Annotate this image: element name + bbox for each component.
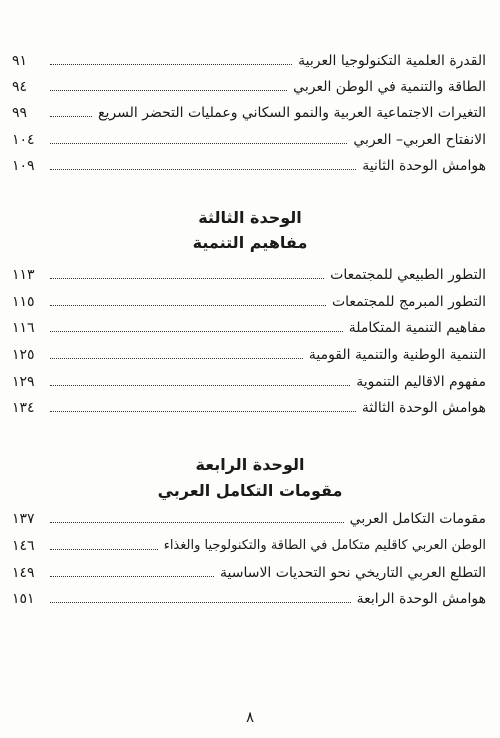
page-number: ٨ bbox=[245, 708, 255, 726]
toc-entry[interactable] bbox=[12, 586, 486, 608]
toc-entry-page: ١٣٤ bbox=[12, 400, 35, 416]
leader-dots bbox=[50, 305, 326, 306]
toc-entry[interactable] bbox=[12, 153, 486, 175]
toc-entry[interactable] bbox=[12, 74, 486, 96]
toc-entry-title: هوامش الوحدة الرابعة bbox=[356, 591, 486, 607]
toc-entry[interactable] bbox=[12, 560, 486, 582]
leader-dots bbox=[50, 143, 347, 144]
toc-entry-title: مقومات التكامل العربي bbox=[349, 511, 486, 527]
toc-entry[interactable] bbox=[12, 506, 486, 528]
toc-entry-title: الوطن العربي كاقليم متكامل في الطاقة والتكنولوجيا والغذاء bbox=[163, 538, 486, 553]
toc-entry-page: ١١٣ bbox=[12, 267, 35, 283]
toc-entry-title: الانفتاح العربي– العربي bbox=[353, 132, 486, 148]
toc-entry[interactable] bbox=[12, 289, 486, 311]
unit-3-subheading: مفاهيم التنمية bbox=[192, 233, 308, 252]
toc-entry-page: ١١٥ bbox=[12, 294, 35, 310]
toc-entry-page: ١٥١ bbox=[12, 591, 35, 607]
toc-entry-page: ٩٤ bbox=[12, 79, 28, 95]
toc-entry[interactable] bbox=[12, 315, 486, 337]
toc-entry-page: ١٤٩ bbox=[12, 565, 35, 581]
leader-dots bbox=[50, 64, 292, 65]
toc-entry-title: مفاهيم التنمية المتكاملة bbox=[348, 320, 486, 336]
leader-dots bbox=[50, 358, 303, 359]
leader-dots bbox=[50, 90, 287, 91]
toc-entry[interactable] bbox=[12, 262, 486, 284]
leader-dots bbox=[50, 549, 158, 550]
toc-entry-title: هوامش الوحدة الثالثة bbox=[361, 400, 486, 416]
leader-dots bbox=[50, 522, 344, 523]
toc-entry-title: القدرة العلمية التكنولوجيا العربية bbox=[298, 53, 486, 69]
toc-entry[interactable] bbox=[12, 533, 486, 555]
toc-entry[interactable] bbox=[12, 100, 486, 122]
toc-entry-page: ١١٦ bbox=[12, 320, 35, 336]
leader-dots bbox=[50, 385, 350, 386]
toc-entry-title: الطاقة والتنمية في الوطن العربي bbox=[293, 79, 486, 95]
toc-entry[interactable] bbox=[12, 342, 486, 364]
toc-entry-page: ١٤٦ bbox=[12, 538, 35, 554]
toc-entry-title: التنمية الوطنية والتنمية القومية bbox=[308, 347, 486, 363]
leader-dots bbox=[50, 278, 324, 279]
toc-entry-title: التطور المبرمج للمجتمعات bbox=[331, 294, 486, 310]
toc-entry-page: ٩٩ bbox=[12, 105, 28, 121]
leader-dots bbox=[50, 602, 351, 603]
toc-entry-title: التطور الطبيعي للمجتمعات bbox=[330, 267, 486, 283]
toc-entry-title: مفهوم الاقاليم التنموية bbox=[356, 374, 486, 390]
leader-dots bbox=[50, 411, 356, 412]
toc-entry-page: ١٣٧ bbox=[12, 511, 35, 527]
toc-entry-title: التغيرات الاجتماعية العربية والنمو السكاني وعمليات التحضر السريع bbox=[98, 105, 486, 121]
toc-entry-title: التطلع العربي التاريخي نحو التحديات الاساسية bbox=[219, 565, 486, 581]
toc-entry-page: ٩١ bbox=[12, 53, 28, 69]
toc-entry-title: هوامش الوحدة الثانية bbox=[362, 158, 486, 174]
toc-entry-page: ١٠٩ bbox=[12, 158, 35, 174]
leader-dots bbox=[50, 169, 356, 170]
leader-dots bbox=[50, 331, 343, 332]
leader-dots bbox=[50, 576, 214, 577]
toc-entry-page: ١٢٩ bbox=[12, 374, 35, 390]
toc-entry[interactable] bbox=[12, 48, 486, 70]
toc-entry[interactable] bbox=[12, 369, 486, 391]
toc-entry[interactable] bbox=[12, 127, 486, 149]
unit-3-heading: الوحدة الثالثة bbox=[198, 208, 302, 227]
toc-entry-page: ١٢٥ bbox=[12, 347, 35, 363]
toc-entry-page: ١٠٤ bbox=[12, 132, 35, 148]
unit-4-heading: الوحدة الرابعة bbox=[195, 455, 305, 474]
leader-dots bbox=[50, 116, 92, 117]
unit-4-subheading: مقومات التكامل العربي bbox=[157, 481, 343, 500]
toc-entry[interactable] bbox=[12, 395, 486, 417]
